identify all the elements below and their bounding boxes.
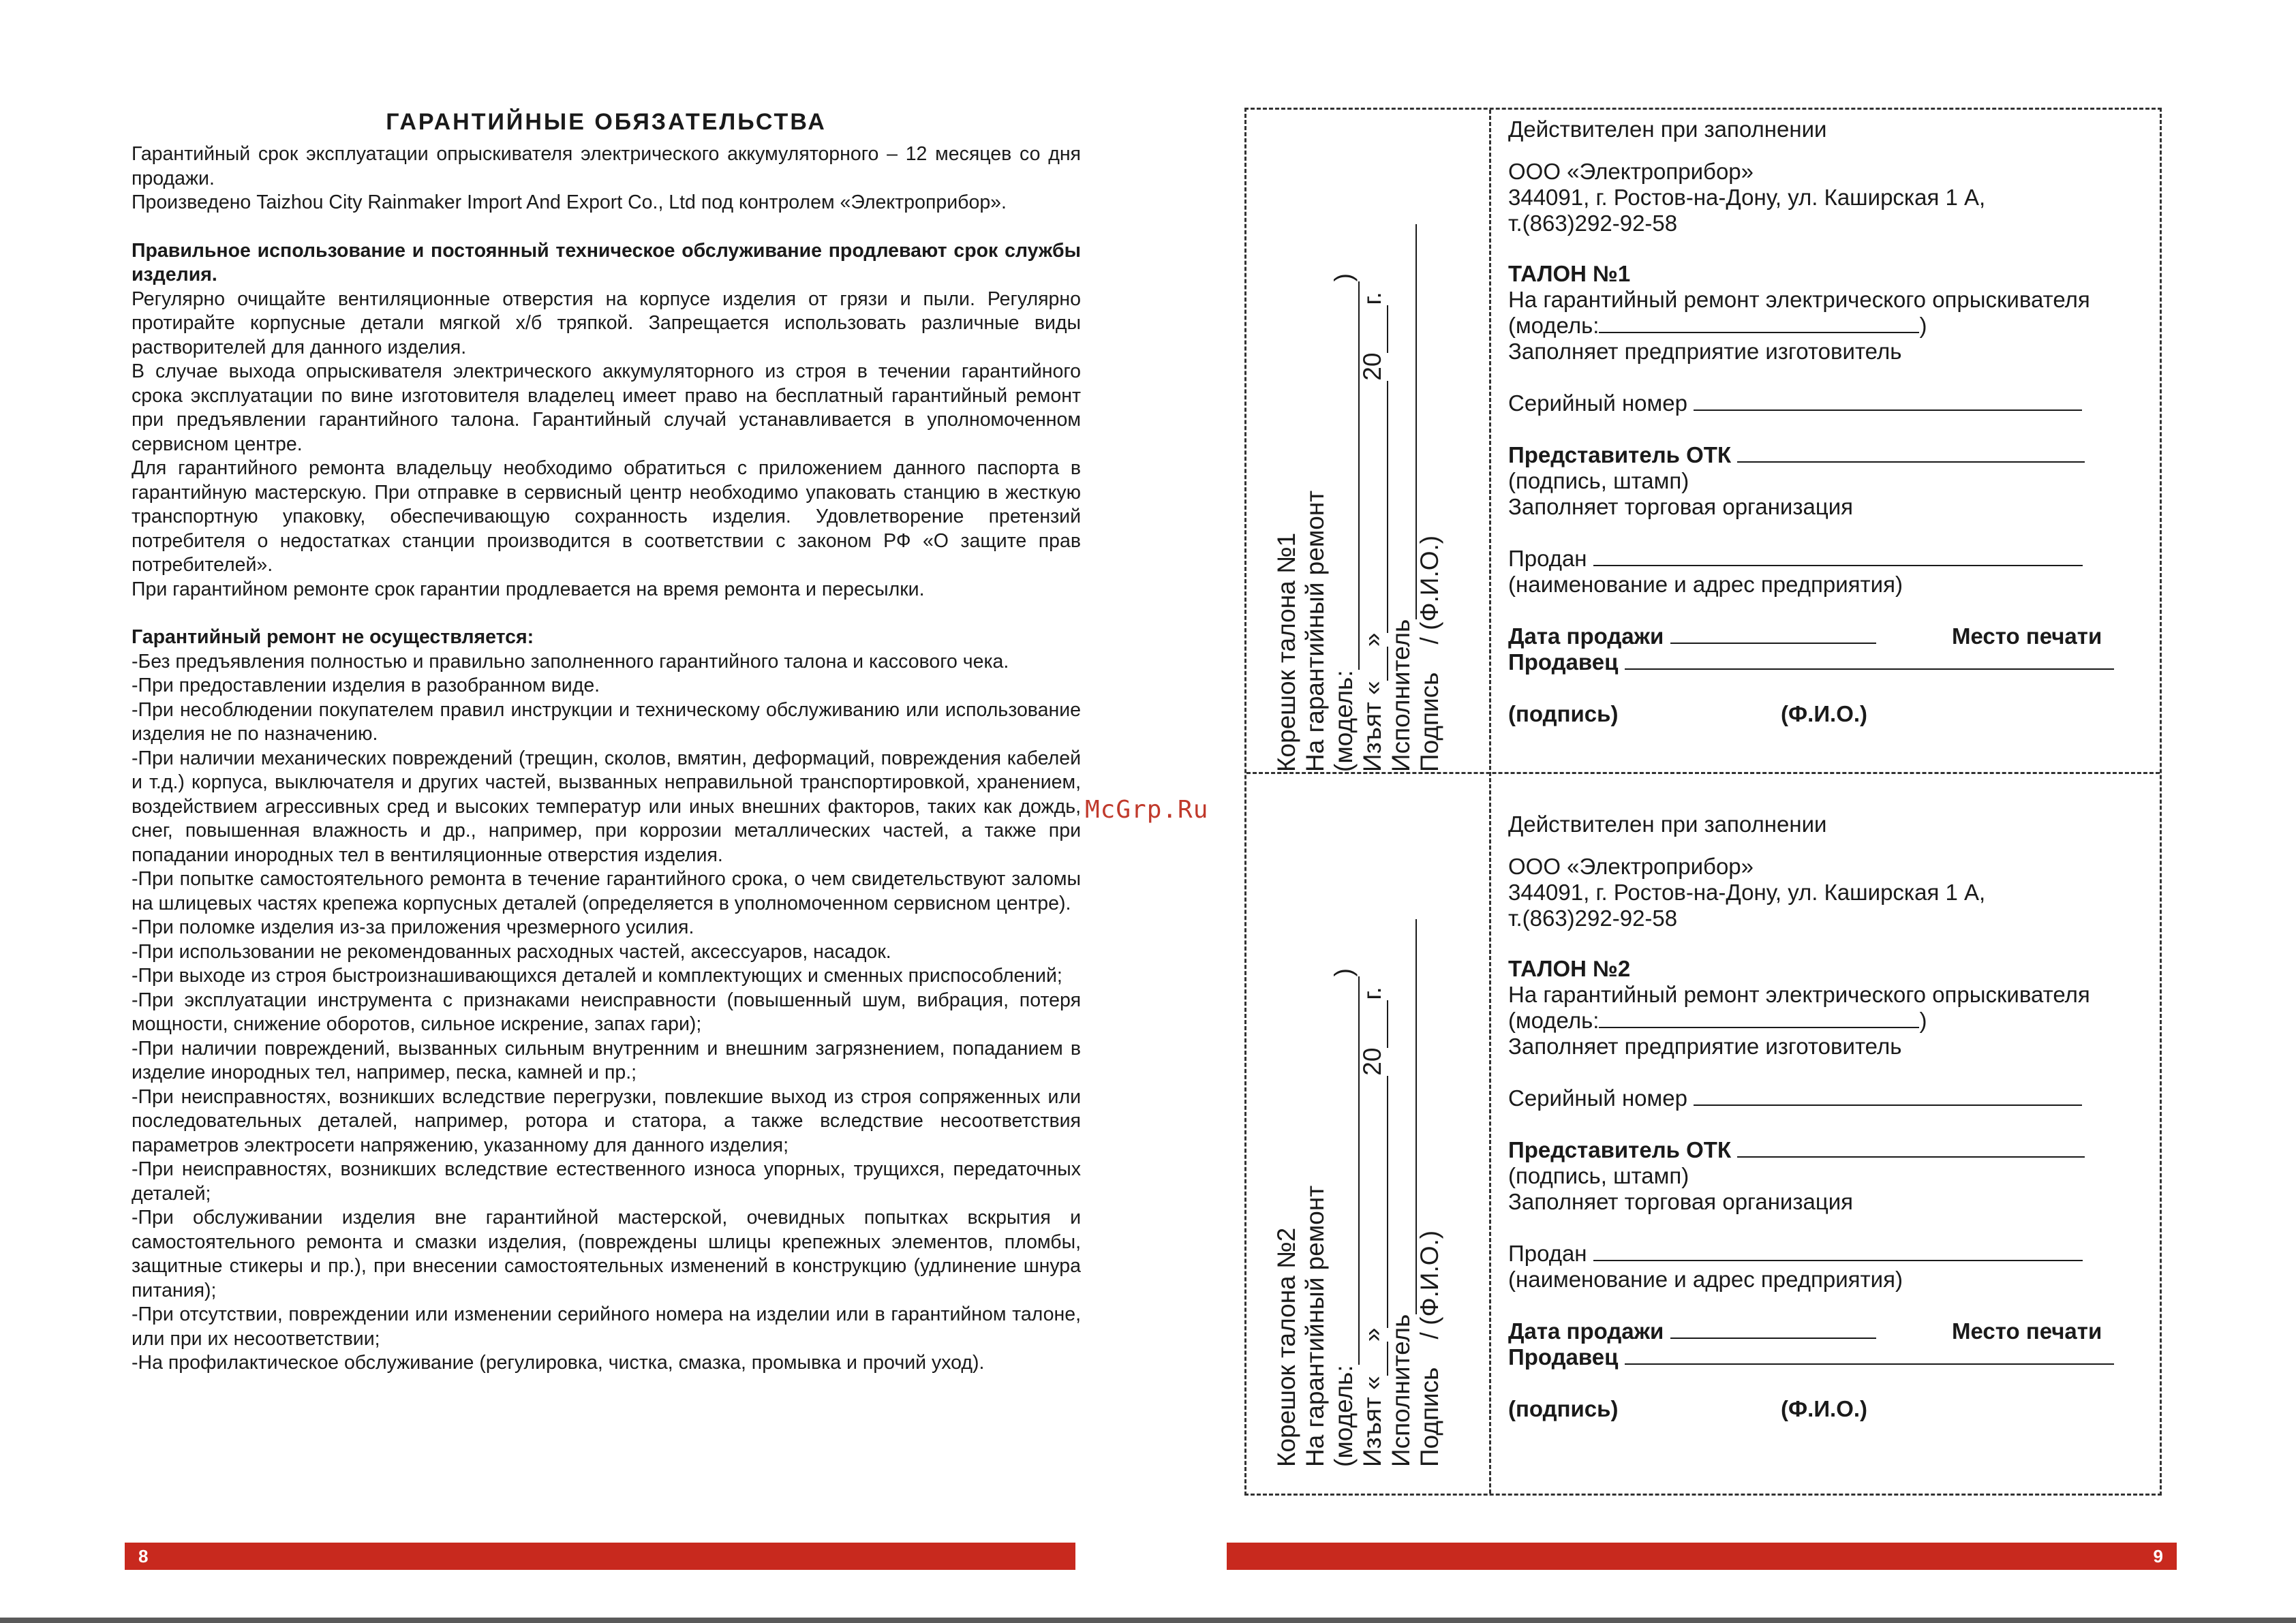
exclusion-item: -При несоблюдении покупателем правил инструкции и техническому обслуживанию или использование изделия не по назначению. [132, 698, 1081, 745]
exclusion-item: -Без предъявления полностью и правильно заполненного гарантийного талона и кассового чека. [132, 650, 1009, 673]
company-name: ООО «Электроприбор» [1508, 854, 1754, 879]
sale-date-field[interactable]: Дата продажи [1508, 1318, 1876, 1344]
signature-label: (подпись) [1508, 1396, 1619, 1421]
stub-repair-line: На гарантийный ремонт [1301, 490, 1329, 772]
coupon-stub-1 [1246, 110, 1489, 772]
footer-bar-left [125, 1543, 1075, 1570]
sign-stamp-hint: (подпись, штамп) [1508, 468, 1689, 493]
stub-model-line: (модель: ) [1330, 968, 1360, 1467]
stub-title: Корешок талона №2 [1272, 1227, 1300, 1467]
exclusion-item: -При поломке изделия из-за приложения чрезмерного усилия. [132, 916, 694, 938]
coupon-stub-2 [1246, 805, 1489, 1467]
care-paragraph: Для гарантийного ремонта владельцу необходимо обратиться с приложением данного паспорта в гарантийную мастерскую. При отправке в сервисный центр необходимо упаковать станцию в жесткую транспортную упаковку, обеспечивающую сохранность изделия. Удовлетворение претензий потребителя о недостатках станции производится в соответствии с законом РФ «О защите прав потребителей». [132, 457, 1081, 576]
fio-label: (Ф.И.О.) [1781, 1396, 1868, 1421]
bottom-edge [0, 1618, 2296, 1623]
watermark: McGrp.Ru [1085, 796, 1209, 824]
exclusion-item: -При обслуживании изделия вне гарантийной мастерской, очевидных попытках вскрытия и самостоятельного ремонта и смазки изделия, (повреждены шлицы крепежных элементов, пломбы, защитные стикеры и пр.), при внесении самостоятельных изменений в конструкцию (удлинение шнура питания); [132, 1207, 1081, 1301]
stamp-place: Место печати [1952, 623, 2102, 649]
company-name: ООО «Электроприбор» [1508, 159, 1754, 184]
seller-field[interactable]: Продавец [1508, 649, 2114, 675]
otk-field[interactable]: Представитель ОТК [1508, 442, 2085, 468]
coupon-title: ТАЛОН №2 [1508, 956, 1631, 981]
exclusion-item: -При выходе из строя быстроизнашивающихся деталей и комплектующих и сменных приспособлений; [132, 965, 1062, 987]
serial-number-field[interactable]: Серийный номер [1508, 1085, 2082, 1111]
stub-model-line: (модель: ) [1330, 273, 1360, 772]
stub-signature-line: Подпись / (Ф.И.О.) [1415, 535, 1443, 772]
care-paragraph: Регулярно очищайте вентиляционные отверстия на корпусе изделия от грязи и пыли. Регулярно протирайте корпусные детали мягкой х/б тряпкой. Запрещается использовать различные виды растворителей для данного изделия. [132, 288, 1081, 358]
sold-hint: (наименование и адрес предприятия) [1508, 572, 1903, 597]
coupon-cut-line [1246, 772, 2160, 774]
valid-text: Действителен при заполнении [1508, 812, 1827, 837]
footer-bar-right [1227, 1543, 2177, 1570]
stub-executor-line: Исполнитель [1387, 224, 1417, 772]
stub-signature-line: Подпись / (Ф.И.О.) [1415, 1230, 1443, 1467]
seller-field[interactable]: Продавец [1508, 1344, 2114, 1370]
exclusion-item: -При наличии механических повреждений (трещин, сколов, вмятин, деформаций, повреждения кабелей и т.д.) корпуса, выключателя и других частей, вызванных неправильной транспортировкой, хранением, воздействием агрессивных сред и высоких температур или иных внешних факторов, таких как дождь, снег, повышенная влажность и др., например, при коррозии металлических частей, а также при попадании инородных тел в вентиляционные отверстия изделия. [132, 747, 1081, 866]
sale-date-field[interactable]: Дата продажи [1508, 623, 1876, 649]
coupon-purpose: На гарантийный ремонт электрического опрыскивателя [1508, 982, 2090, 1007]
warranty-coupons [1244, 108, 2162, 1496]
serial-number-field[interactable]: Серийный номер [1508, 390, 2082, 416]
exclusion-item: -При предоставлении изделия в разобранном виде. [132, 675, 600, 696]
exclusion-item: -При отсутствии, повреждении или изменении серийного номера на изделии или в гарантийном талоне, или при их несоответствии; [132, 1303, 1081, 1350]
manufacturer-fills: Заполняет предприятие изготовитель [1508, 1034, 1902, 1059]
trade-fills: Заполняет торговая организация [1508, 494, 1854, 519]
left-page [132, 109, 1081, 1376]
exclusion-item: -На профилактическое обслуживание (регулировка, чистка, смазка, промывка и прочий уход). [132, 1352, 985, 1374]
stub-title: Корешок талона №1 [1272, 532, 1300, 772]
model-field[interactable]: (модель: ) [1508, 313, 1927, 338]
exclusion-item: -При эксплуатации инструмента с признаками неисправности (повышенный шум, вибрация, потеря мощности, снижение оборотов, сильное искрение, запах гари); [132, 989, 1081, 1035]
coupon-purpose: На гарантийный ремонт электрического опрыскивателя [1508, 287, 2090, 312]
warranty-period-text: Гарантийный срок эксплуатации опрыскивателя электрического аккумуляторного – 12 месяцев со дня продажи. [132, 143, 1081, 189]
page-number-right: 9 [2153, 1546, 2163, 1566]
sign-stamp-hint: (подпись, штамп) [1508, 1163, 1689, 1188]
sold-field[interactable]: Продан [1508, 1241, 2083, 1267]
exclusion-item: -При неисправностях, возникших вследствие перегрузки, повлекшие выход из строя сопряженных или последовательных деталей, например, ротора и статора, а также вследствие несоответствия параметров электросети напряжению, указанному для данного изделия; [132, 1085, 1081, 1156]
stub-taken-line: Изъят « » 20 г. [1358, 987, 1388, 1467]
fio-label: (Ф.И.О.) [1781, 701, 1868, 726]
stub-executor-line: Исполнитель [1387, 919, 1417, 1467]
exclusion-item: -При неисправностях, возникших вследствие естественного износа упорных, трущихся, передаточных деталей; [132, 1158, 1081, 1205]
page-number-left: 8 [138, 1546, 149, 1566]
company-address: 344091, г. Ростов-на-Дону, ул. Каширская 1 А, [1508, 880, 1986, 905]
page-title: ГАРАНТИЙНЫЕ ОБЯЗАТЕЛЬСТВА [386, 109, 827, 135]
company-phone: т.(863)292-92-58 [1508, 906, 1678, 931]
company-address: 344091, г. Ростов-на-Дону, ул. Каширская 1 А, [1508, 185, 1986, 210]
manufacturer-fills: Заполняет предприятие изготовитель [1508, 339, 1902, 364]
exclusion-item: -При наличии повреждений, вызванных сильным внутренним и внешним загрязнением, попаданием в изделие инородных тел, например, песка, камней и пр.; [132, 1037, 1081, 1083]
sold-field[interactable]: Продан [1508, 546, 2083, 572]
stub-cut-line [1489, 110, 1491, 1494]
care-paragraph: При гарантийном ремонте срок гарантии продлевается на время ремонта и пересылки. [132, 578, 925, 600]
exclusions-heading: Гарантийный ремонт не осуществляется: [132, 626, 534, 648]
model-field[interactable]: (модель: ) [1508, 1008, 1927, 1033]
exclusion-item: -При попытке самостоятельного ремонта в течение гарантийного срока, о чем свидетельствуют заломы на шлицевых частях крепежа корпусных деталей (определяется в уполномоченном сервисном центре). [132, 868, 1081, 914]
care-paragraph: В случае выхода опрыскивателя электрического аккумуляторного из строя в течении гарантийного срока эксплуатации по вине изготовителя владелец имеет право на бесплатный гарантийный ремонт при предъявлении гарантийного талона. Гарантийный случай устанавливается в уполномоченном сервисном центре. [132, 360, 1081, 455]
stub-repair-line: На гарантийный ремонт [1301, 1185, 1329, 1467]
sold-hint: (наименование и адрес предприятия) [1508, 1267, 1903, 1292]
otk-field[interactable]: Представитель ОТК [1508, 1137, 2085, 1163]
stub-taken-line: Изъят « » 20 г. [1358, 292, 1388, 772]
company-phone: т.(863)292-92-58 [1508, 211, 1678, 236]
stamp-place: Место печати [1952, 1318, 2102, 1344]
manufacturer-text: Произведено Taizhou City Rainmaker Import And Export Co., Ltd под контролем «Электроприбор». [132, 191, 1007, 213]
coupon-title: ТАЛОН №1 [1508, 261, 1631, 286]
trade-fills: Заполняет торговая организация [1508, 1189, 1854, 1214]
exclusion-item: -При использовании не рекомендованных расходных частей, аксессуаров, насадок. [132, 940, 891, 963]
signature-label: (подпись) [1508, 701, 1619, 726]
care-heading: Правильное использование и постоянный техническое обслуживание продлевают срок службы изделия. [132, 239, 1081, 285]
valid-text: Действителен при заполнении [1508, 117, 1827, 142]
